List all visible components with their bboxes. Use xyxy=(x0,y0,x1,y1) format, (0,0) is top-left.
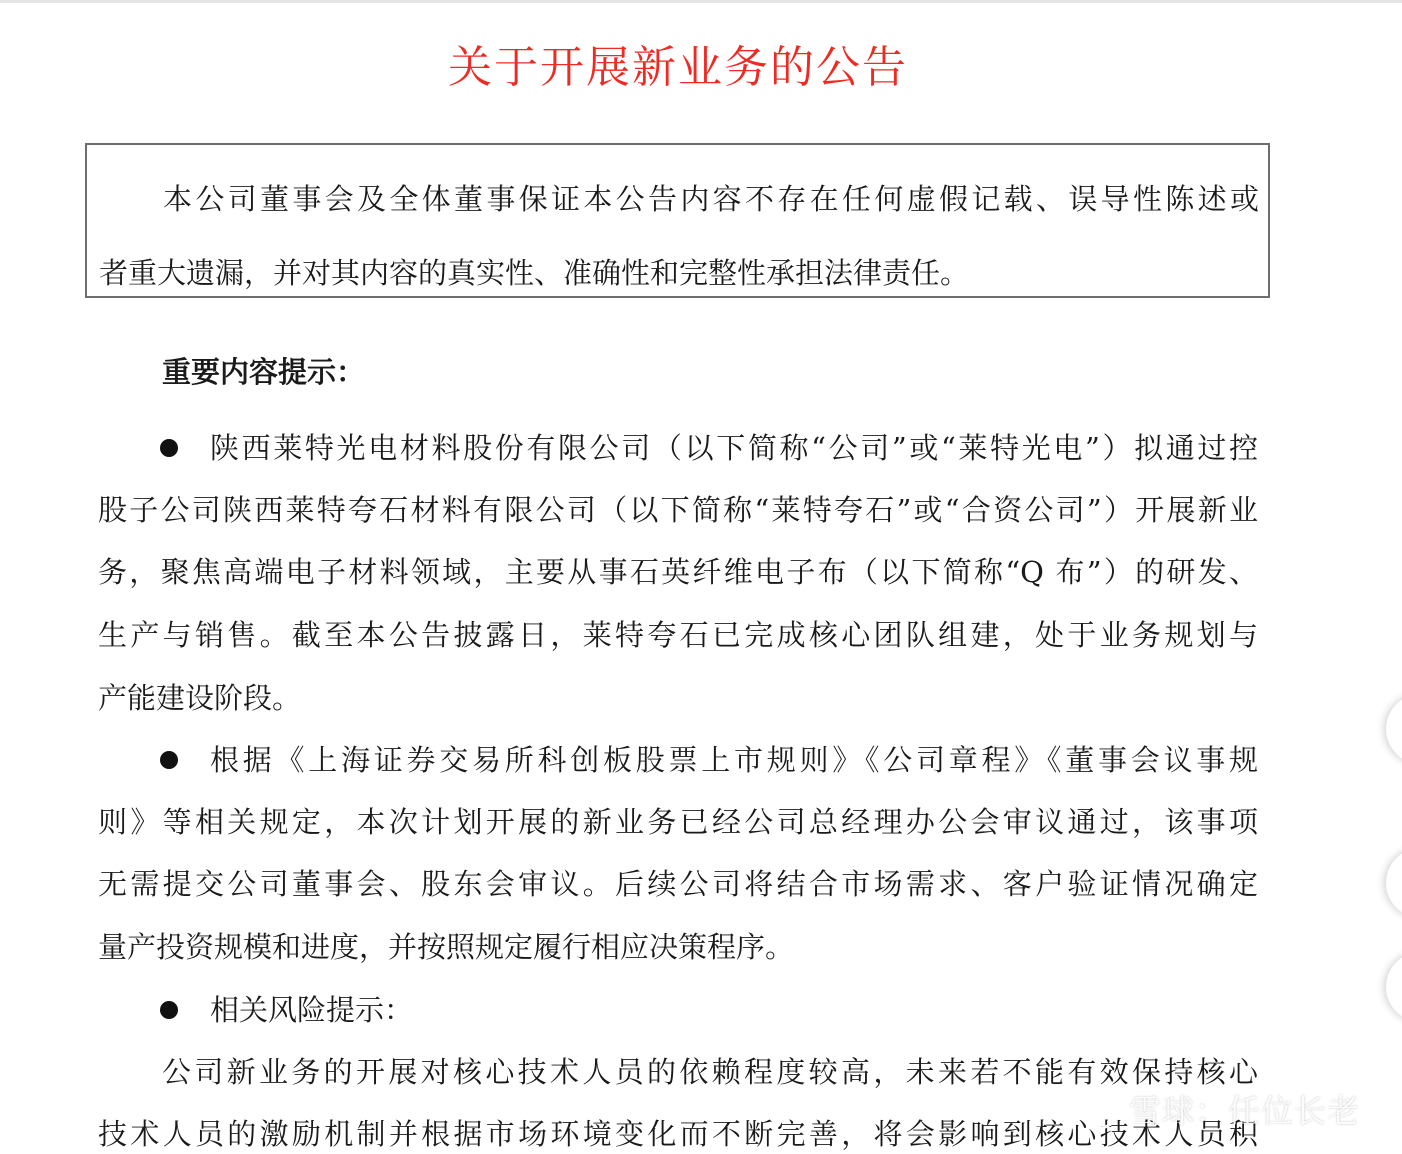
side-action-button-2[interactable] xyxy=(1386,848,1402,918)
bullet-2-line-2: 则》等相关规定，本次计划开展的新业务已经公司总经理办公会审议通过，该事项 xyxy=(98,805,1258,839)
bullet-dot-icon xyxy=(160,1001,178,1019)
snowball-logo-icon xyxy=(1077,1087,1121,1131)
side-action-button-1[interactable] xyxy=(1386,694,1402,764)
bullet-2-line-4: 量产投资规模和进度，并按照规定履行相应决策程序。 xyxy=(98,930,795,964)
bullet-dot-icon xyxy=(160,439,178,457)
bullet-item-2 xyxy=(160,740,1258,780)
bullet-2-line-3: 无需提交公司董事会、股东会审议。后续公司将结合市场需求、客户验证情况确定 xyxy=(98,867,1258,901)
top-divider xyxy=(0,0,1402,3)
bullet-1-line-4: 生产与销售。截至本公告披露日，莱特夸石已完成核心团队组建，处于业务规划与 xyxy=(98,618,1258,652)
risk-line-2: 技术人员的激励机制并根据市场环境变化而不断完善，将会影响到核心技术人员积 xyxy=(98,1117,1258,1151)
disclaimer-line-2: 者重大遗漏，并对其内容的真实性、准确性和完整性承担法律责任。 xyxy=(99,256,970,290)
bullet-1-line-5: 产能建设阶段。 xyxy=(98,681,302,715)
side-action-button-3[interactable] xyxy=(1386,952,1402,1022)
risk-line-1: 公司新业务的开展对核心技术人员的依赖程度较高，未来若不能有效保持核心 xyxy=(162,1055,1258,1089)
bullet-item-1 xyxy=(160,428,1258,468)
bullet-3-label: 相关风险提示： xyxy=(210,993,414,1027)
bullet-1-line-2: 股子公司陕西莱特夸石材料有限公司（以下简称“莱特夸石”或“合资公司”）开展新业 xyxy=(98,493,1258,527)
bullet-1-line-3: 务，聚焦高端电子材料领域，主要从事石英纤维电子布（以下简称“Q 布”）的研发、 xyxy=(98,555,1258,589)
disclaimer-line-1: 本公司董事会及全体董事保证本公告内容不存在任何虚假记载、误导性陈述或 xyxy=(163,182,1259,216)
watermark xyxy=(1077,1084,1360,1134)
section-heading: 重要内容提示： xyxy=(162,355,366,389)
disclaimer-box xyxy=(85,143,1270,298)
bullet-dot-icon xyxy=(160,751,178,769)
document-title: 关于开展新业务的公告 xyxy=(448,42,908,93)
watermark-text: 雪球：任位长老 xyxy=(1128,1092,1360,1130)
bullet-1-line-1: 陕西莱特光电材料股份有限公司（以下简称“公司”或“莱特光电”）拟通过控 xyxy=(210,431,1258,465)
bullet-2-line-1: 根据《上海证券交易所科创板股票上市规则》《公司章程》《董事会议事规 xyxy=(210,743,1258,777)
bullet-item-3 xyxy=(160,990,1258,1030)
